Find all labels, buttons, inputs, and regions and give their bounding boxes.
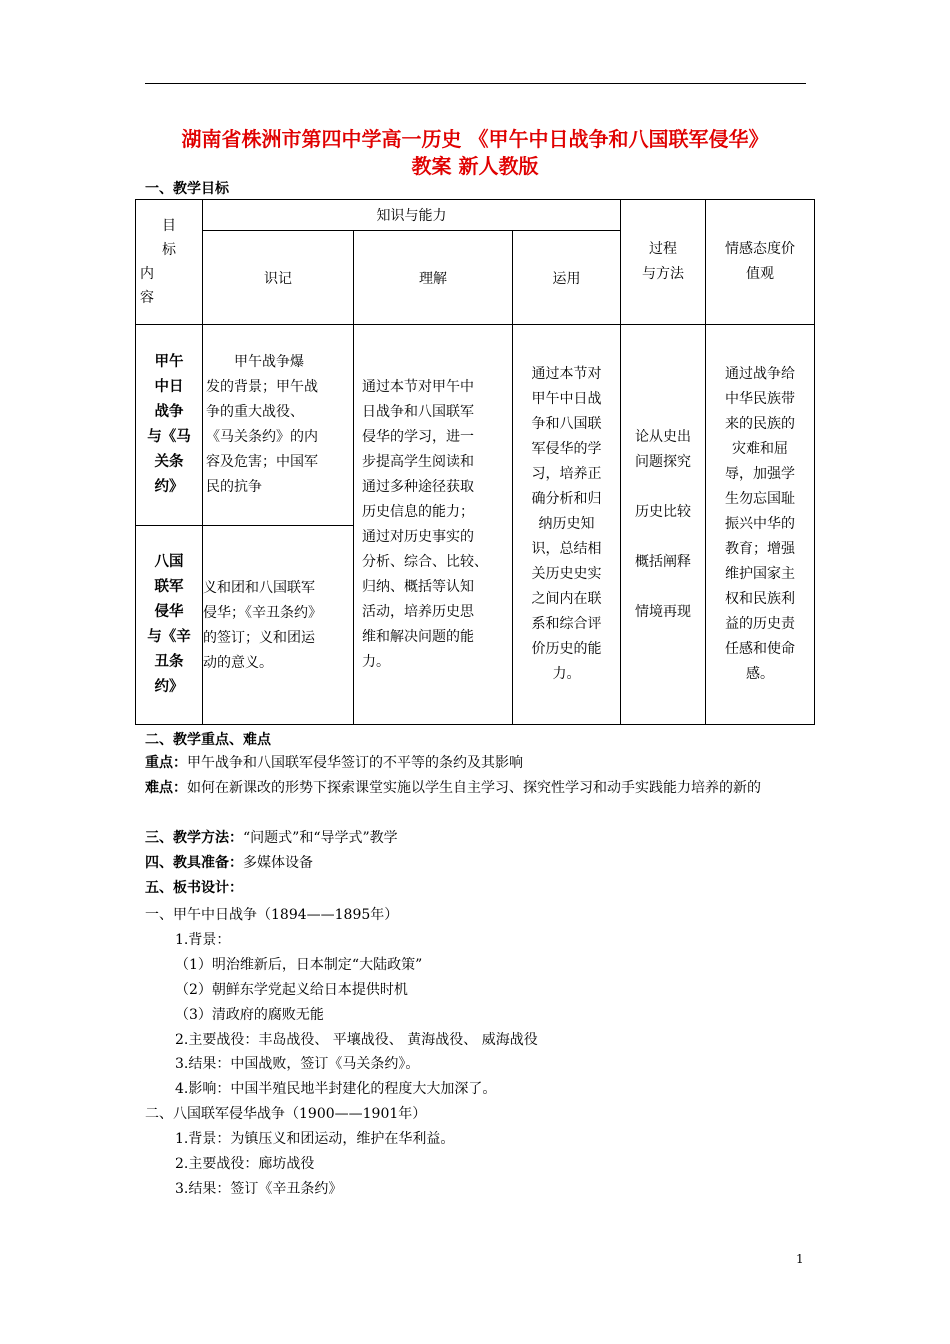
page-number: 1 <box>796 1252 804 1266</box>
cell-line: 甲午 <box>154 354 184 370</box>
cell-line: 情境再现 <box>635 603 692 620</box>
board-part1-battles: 2.主要战役：丰岛战役、 平壤战役、 黄海战役、 威海战役 <box>175 1032 538 1048</box>
row-label-jiawu <box>136 325 203 526</box>
cell-line: 侵华；《辛丑条约》 <box>203 605 322 621</box>
document-title-line2: 教案 新人教版 <box>411 154 539 178</box>
cell-line: 关条 <box>154 454 184 470</box>
cell-line: 联军 <box>154 579 184 595</box>
cell-line: 力。 <box>552 666 581 682</box>
emotion-header <box>706 200 815 325</box>
board-part2-battles: 2.主要战役：廊坊战役 <box>175 1156 315 1172</box>
cell-line: 与《马 <box>147 429 191 445</box>
section-key-points: 二、教学重点、难点 <box>145 732 271 748</box>
understand-header: 理解 <box>354 231 513 325</box>
cell-line: 约》 <box>154 479 184 495</box>
cell-line: 过程 <box>649 241 678 257</box>
cell-line: 辱，加强学 <box>725 466 796 482</box>
board-part1-bg2: （2）朝鲜东学党起义给日本提供时机 <box>175 982 408 998</box>
cell-line: 来的民族的 <box>725 416 796 432</box>
cell-line: 分析、综合、比较、 <box>362 553 488 570</box>
method-label: 三、教学方法： <box>145 830 243 846</box>
cell-line: 关历史史实 <box>531 566 602 582</box>
board-part1-result: 3.结果：中国战败，签订《马关条约》。 <box>175 1056 420 1072</box>
cell-line: 益的历史责 <box>725 616 796 632</box>
emotion-cell <box>706 325 815 725</box>
board-part1-background: 1.背景： <box>175 932 231 948</box>
document-title-line1: 湖南省株洲市第四中学高一历史 《甲午中日战争和八国联军侵华》 <box>181 127 769 151</box>
cell-line: 历史比较 <box>635 503 692 520</box>
cell-line: 容及危害；中国军 <box>206 454 318 470</box>
knowledge-header: 知识与能力 <box>203 200 621 231</box>
cell-line: 争的重大战役、 <box>206 404 304 420</box>
cell-line: 生勿忘国耻 <box>725 491 796 507</box>
cell-line: 振兴中华的 <box>725 516 796 532</box>
cell-line: 甲午中日战 <box>531 391 602 407</box>
cell-line: 确分析和归 <box>531 491 602 507</box>
cell-line: 八国 <box>154 554 184 570</box>
board-part1-bg1: （1）明治维新后，日本制定“大陆政策” <box>175 957 423 973</box>
cell-line: 战争 <box>154 404 184 420</box>
cell-line: 任感和使命 <box>725 641 796 657</box>
cell-line: 容 <box>140 290 154 306</box>
cell-line <box>621 475 705 500</box>
cell-line: 约》 <box>154 679 184 695</box>
apply-header: 运用 <box>513 231 621 325</box>
cell-line: 维护国家主 <box>725 566 796 582</box>
row2-recall <box>203 526 354 725</box>
key-point <box>145 751 815 776</box>
cell-line: 权和民族利 <box>725 591 796 607</box>
cell-line: 的签订；义和团运 <box>203 630 315 646</box>
recall-header: 识记 <box>203 231 354 325</box>
cell-line: 与《辛 <box>147 629 191 645</box>
cell-line: 维和解决问题的能 <box>362 628 474 645</box>
cell-line: 概括阐释 <box>635 553 692 570</box>
cell-line: 通过本节对甲午中 <box>362 378 474 395</box>
cell-line: 通过多种途径获取 <box>362 478 474 495</box>
process-cell <box>621 325 706 725</box>
row-label-baguo <box>136 526 203 725</box>
cell-line: 系和综合评 <box>531 616 602 632</box>
cell-line: 纳历史知 <box>538 516 595 532</box>
cell-line: 情感态度价 <box>725 241 796 257</box>
cell-line: 通过战争给 <box>725 366 796 382</box>
aids-text: 多媒体设备 <box>243 855 313 871</box>
teaching-aids <box>145 851 815 876</box>
cell-line: 动的意义。 <box>203 655 273 671</box>
difficult-label: 难点： <box>145 780 187 796</box>
board-part1-impact: 4.影响：中国半殖民地半封建化的程度大大加深了。 <box>175 1081 497 1097</box>
board-part1-title: 一、甲午中日战争（1894——1895年） <box>145 907 399 923</box>
corner-cell <box>136 200 203 325</box>
key-text: 甲午战争和八国联军侵华签订的不平等的条约及其影响 <box>187 755 523 771</box>
cell-line: 历史信息的能力； <box>362 503 474 520</box>
cell-line: 义和团和八国联军 <box>203 580 315 596</box>
cell-line: 内 <box>140 266 154 282</box>
cell-line: 归纳、概括等认知 <box>362 578 474 595</box>
cell-line: 目 <box>162 218 176 234</box>
cell-line: 发的背景；甲午战 <box>206 379 318 395</box>
cell-line: 《马关条约》的内 <box>206 429 318 445</box>
cell-line: 中日 <box>154 379 184 395</box>
cell-line: 争和八国联 <box>531 416 602 432</box>
process-header <box>621 200 706 325</box>
cell-line: 活动，培养历史思 <box>362 603 474 620</box>
board-part2-background: 1.背景：为镇压义和团运动，维护在华利益。 <box>175 1131 455 1147</box>
goals-table <box>135 199 815 725</box>
cell-line: 标 <box>162 242 176 258</box>
cell-line: 灾难和屈 <box>732 441 789 457</box>
cell-line: 通过对历史事实的 <box>362 528 474 545</box>
board-part1-bg3: （3）清政府的腐败无能 <box>175 1007 324 1023</box>
cell-line: 习，培养正 <box>531 466 602 482</box>
cell-line: 军侵华的学 <box>531 441 602 457</box>
cell-line: 识，总结相 <box>531 541 602 557</box>
cell-line: 民的抗争 <box>206 479 262 495</box>
cell-line: 论从史出 <box>635 428 692 445</box>
cell-line: 步提高学生阅读和 <box>362 453 474 470</box>
cell-line: 教育；增强 <box>725 541 796 557</box>
cell-line <box>621 575 705 600</box>
header-rule <box>145 83 806 84</box>
cell-line: 之间内在联 <box>531 591 602 607</box>
cell-line: 侵华的学习，进一 <box>362 428 474 445</box>
aids-label: 四、教具准备： <box>145 855 243 871</box>
difficult-point <box>145 776 815 801</box>
method-text: “问题式”和“导学式”教学 <box>243 830 398 846</box>
cell-line: 中华民族带 <box>725 391 796 407</box>
understand-cell <box>354 325 513 725</box>
section-board-design: 五、板书设计： <box>145 880 243 896</box>
board-part2-result: 3.结果：签订《辛丑条约》 <box>175 1181 343 1197</box>
cell-line: 力。 <box>362 653 390 670</box>
cell-line: 甲午战争爆 <box>206 354 304 370</box>
cell-line: 侵华 <box>154 604 184 620</box>
cell-line: 感。 <box>746 666 775 682</box>
corner-label <box>136 214 202 310</box>
board-part2-title: 二、八国联军侵华战争（1900——1901年） <box>145 1106 427 1122</box>
apply-cell <box>513 325 621 725</box>
cell-line: 与方法 <box>642 266 685 282</box>
cell-line: 日战争和八国联军 <box>362 403 474 420</box>
difficult-text: 如何在新课改的形势下探索课堂实施以学生自主学习、探究性学习和动手实践能力培养的新的 <box>187 780 761 796</box>
section-teaching-goals: 一、教学目标 <box>145 181 229 197</box>
key-label: 重点： <box>145 755 187 771</box>
cell-line: 值观 <box>746 266 775 282</box>
teaching-method <box>145 826 815 851</box>
cell-line: 丑条 <box>154 654 184 670</box>
cell-line: 问题探究 <box>635 453 692 470</box>
cell-line: 通过本节对 <box>531 366 602 382</box>
cell-line: 价历史的能 <box>531 641 602 657</box>
row1-recall <box>203 325 354 526</box>
cell-line <box>621 525 705 550</box>
